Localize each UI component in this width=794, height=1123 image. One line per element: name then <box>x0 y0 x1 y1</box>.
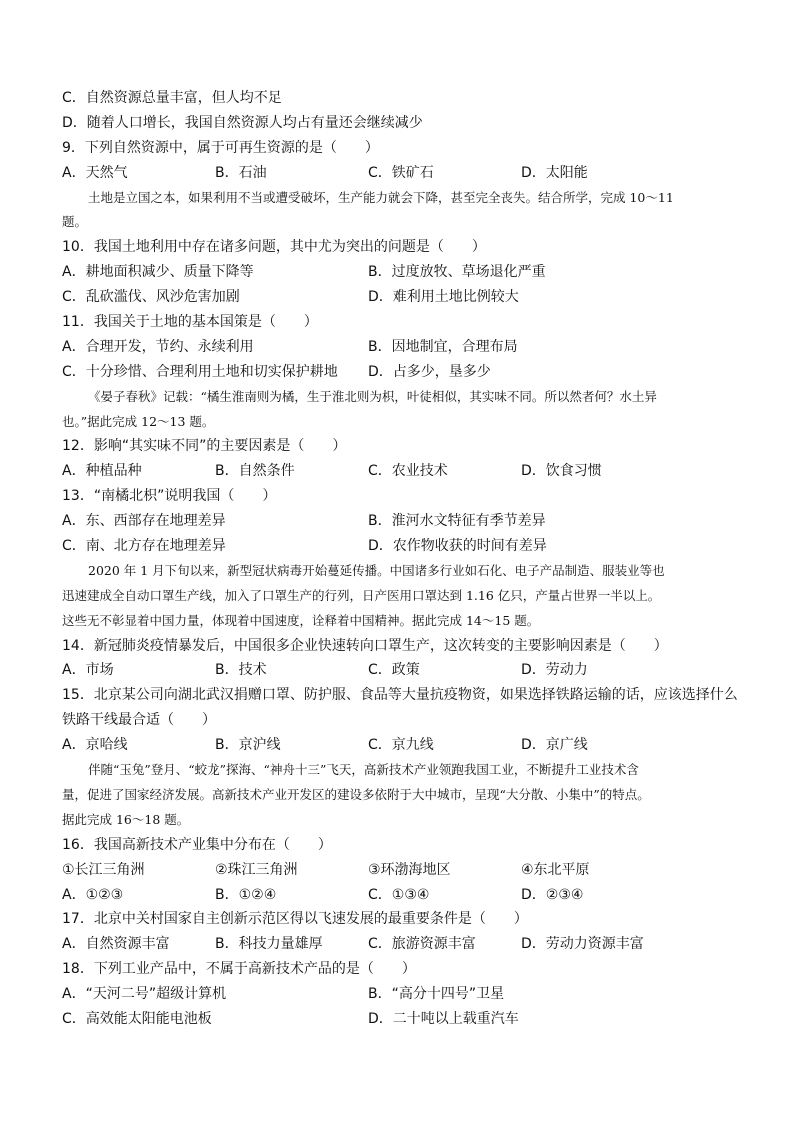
option-b: B．“高分十四号”卫星 <box>368 986 505 1003</box>
passage-line: 迅速建成全自动口罩生产线，加入了口罩生产的行列，日产医用口罩达到 1.16 亿只，产量占世界一半以上。 <box>62 587 661 603</box>
option-d: D．劳动力资源丰富 <box>521 936 644 953</box>
passage-line: 2020 年 1 月下旬以来，新型冠状病毒开始蔓延传播。中国诸多行业如石化、电子产品制造、服装业等也 <box>88 562 665 578</box>
option-line: C．自然资源总量丰富，但人均不足 <box>62 90 282 106</box>
question-9-options <box>62 161 742 186</box>
option-d: D．饮食习惯 <box>521 463 602 480</box>
option-a: A．自然资源丰富 <box>62 936 170 953</box>
passage-line: 土地是立国之本，如果利用不当或遭受破坏，生产能力就会下降，甚至完全丧失。结合所学，完成 10～11 <box>88 189 674 205</box>
question-12-options <box>62 459 742 484</box>
question-15: 15．北京某公司向湖北武汉捐赠口罩、防护服、食品等大量抗疫物资，如果选择铁路运输的话，应该选择什么 <box>62 687 738 704</box>
question-13-options <box>62 509 742 534</box>
option-c: C．铁矿石 <box>368 164 434 181</box>
question-16-options <box>62 883 742 908</box>
option-c: C．京九线 <box>368 737 434 754</box>
option-c: C．十分珍惜、合理利用土地和切实保护耕地 <box>62 363 338 380</box>
option-d: D．占多少，垦多少 <box>368 363 491 380</box>
passage-line: 这些无不彰显着中国力量，体现着中国速度，诠释着中国精神。据此完成 14～15 题。 <box>62 612 540 628</box>
option-a: A．耕地面积减少、质量下降等 <box>62 264 254 281</box>
option-a: A．市场 <box>62 662 114 679</box>
passage-line: 据此完成 16～18 题。 <box>62 811 190 827</box>
item-3: ③环渤海地区 <box>368 861 451 878</box>
option-b: B．①②④ <box>215 886 277 903</box>
question-15-options <box>62 733 742 758</box>
question-12: 12．影响“其实味不同”的主要因素是（ ） <box>62 438 347 455</box>
option-a: A．京哈线 <box>62 737 128 754</box>
exam-page <box>62 86 742 1032</box>
option-a: A．天然气 <box>62 164 128 181</box>
question-16: 16．我国高新技术产业集中分布在（ ） <box>62 836 332 853</box>
option-b: B．过度放牧、草场退化严重 <box>368 264 546 281</box>
option-c: C．乱砍滥伐、风沙危害加剧 <box>62 289 240 306</box>
question-15-cont: 铁路干线最合适（ ） <box>62 712 216 729</box>
option-a: A．“天河二号”超级计算机 <box>62 986 227 1003</box>
passage-line: 题。 <box>62 214 88 230</box>
option-b: B．石油 <box>215 164 267 181</box>
option-b: B．科技力量雄厚 <box>215 936 323 953</box>
item-1: ①长江三角洲 <box>62 861 145 878</box>
option-a: A．东、西部存在地理差异 <box>62 513 226 530</box>
question-11-options <box>62 335 742 360</box>
option-line: D．随着人口增长，我国自然资源人均占有量还会继续减少 <box>62 114 423 131</box>
question-14: 14．新冠肺炎疫情暴发后，中国很多企业快速转向口罩生产，这次转变的主要影响因素是（ ） <box>62 637 668 654</box>
option-c: C．①③④ <box>368 886 430 903</box>
option-a: A．合理开发，节约、永续利用 <box>62 338 254 355</box>
option-c: C．南、北方存在地理差异 <box>62 538 226 555</box>
passage-line: 《晏子春秋》记载：“橘生淮南则为橘，生于淮北则为枳，叶徒相似，其实味不同。所以然者何？水土异 <box>88 388 657 404</box>
question-18: 18．下列工业产品中，不属于高新技术产品的是（ ） <box>62 961 416 978</box>
option-d: D．农作物收获的时间有差异 <box>368 538 547 555</box>
item-2: ②珠江三角洲 <box>215 861 298 878</box>
passage-line: 量，促进了国家经济发展。高新技术产业开发区的建设多依附于大中城市，呈现“大分散、小集中”的特点。 <box>62 786 650 802</box>
question-17: 17．北京中关村国家自主创新示范区得以飞速发展的最重要条件是（ ） <box>62 911 528 928</box>
option-c: C．旅游资源丰富 <box>368 936 476 953</box>
question-16-items <box>62 858 742 883</box>
question-10: 10．我国土地利用中存在诸多问题，其中尤为突出的问题是（ ） <box>62 239 486 256</box>
question-14-options <box>62 658 742 683</box>
passage-line: 也。”据此完成 12～13 题。 <box>62 413 215 429</box>
item-4: ④东北平原 <box>521 861 590 878</box>
question-18-options <box>62 1007 742 1032</box>
option-c: C．高效能太阳能电池板 <box>62 1010 212 1027</box>
option-a: A．种植品种 <box>62 463 142 480</box>
option-d: D．劳动力 <box>521 662 588 679</box>
option-b: B．淮河水文特征有季节差异 <box>368 513 546 530</box>
question-13: 13．“南橘北枳”说明我国（ ） <box>62 488 277 505</box>
option-b: B．因地制宜，合理布局 <box>368 338 518 355</box>
option-d: D．京广线 <box>521 737 588 754</box>
passage-line: 伴随“玉兔”登月、“蛟龙”探海、“神舟十三”飞天，高新技术产业领跑我国工业，不断提升工业技术含 <box>88 762 639 778</box>
question-13-options <box>62 534 742 559</box>
option-c: C．农业技术 <box>368 463 448 480</box>
question-10-options <box>62 285 742 310</box>
option-c: C．政策 <box>368 662 420 679</box>
question-17-options <box>62 932 742 957</box>
question-11-options <box>62 360 742 385</box>
question-9: 9．下列自然资源中，属于可再生资源的是（ ） <box>62 139 379 156</box>
question-11: 11．我国关于土地的基本国策是（ ） <box>62 314 318 331</box>
option-d: D．②③④ <box>521 886 584 903</box>
option-b: B．技术 <box>215 662 267 679</box>
question-10-options <box>62 260 742 285</box>
option-d: D．二十吨以上载重汽车 <box>368 1010 519 1027</box>
option-b: B．京沪线 <box>215 737 281 754</box>
question-18-options <box>62 982 742 1007</box>
option-d: D．难利用土地比例较大 <box>368 289 519 306</box>
option-b: B．自然条件 <box>215 463 295 480</box>
option-d: D．太阳能 <box>521 164 588 181</box>
option-a: A．①②③ <box>62 886 124 903</box>
